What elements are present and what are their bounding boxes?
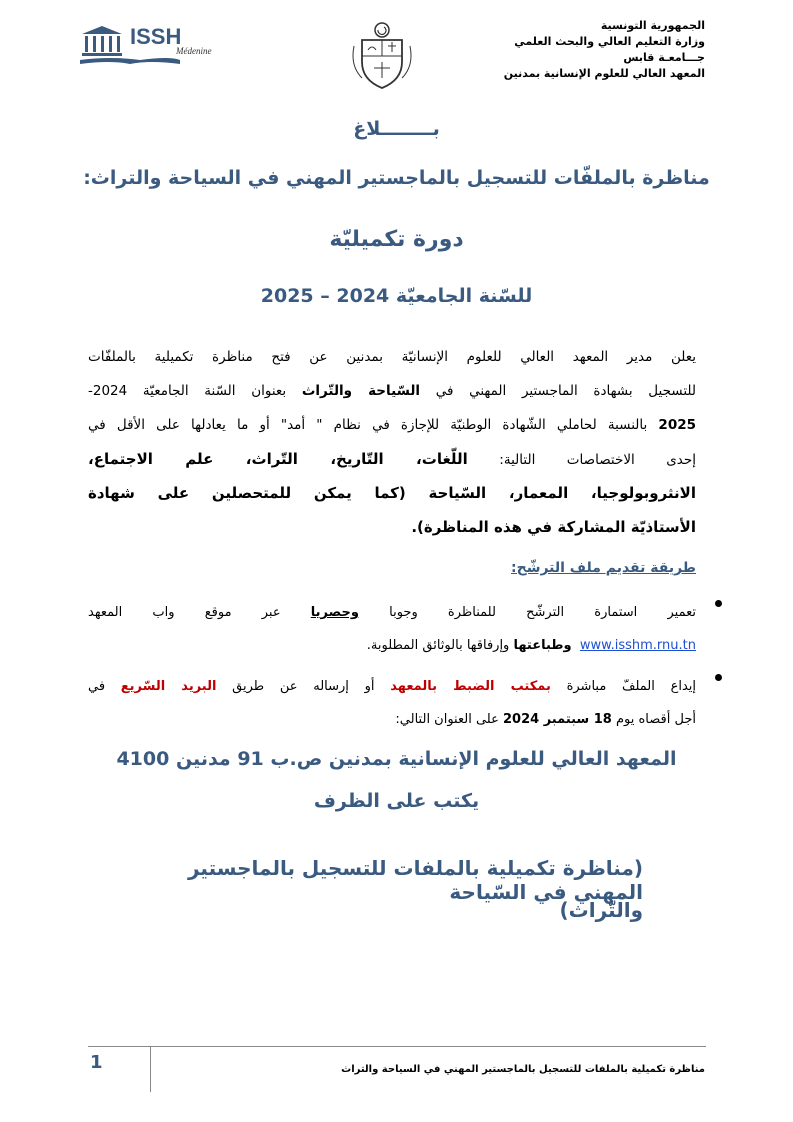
envelope-instruction: يكتب على الظرف <box>313 790 480 812</box>
bullet-item <box>88 596 696 662</box>
bullet-line: أجل أقصاه يوم 18 سبتمبر 2024 على العنوان التالي: <box>395 712 696 727</box>
announcement-paragraph <box>88 340 696 544</box>
header-line: جـــامعـة قابس <box>623 51 705 64</box>
paragraph-line: للتسجيل بشهادة الماجستير المهني في السّياحة والتّراث بعنوان السّنة الجامعيّة 2024- <box>88 383 696 399</box>
bullet-line: إيداع الملفّ مباشرة بمكتب الضبط بالمعهد أو إرساله عن طريق البريد السّريع في <box>88 679 697 694</box>
logo-subtitle: Médenine <box>176 46 212 56</box>
footer-text: مناظرة تكميلية بالملفات للتسجيل بالماجستير المهني في السياحة والتراث <box>341 1064 705 1075</box>
academic-year: للسّنة الجامعيّة 2024 – 2025 <box>260 285 533 307</box>
paragraph-line: الانثروبولوجيا، المعمار، السّياحة (كما يمكن للمتحصلين على شهادة <box>88 484 696 502</box>
paragraph-line: الأستاذيّة المشاركة في هذه المناظرة). <box>411 518 696 536</box>
bullet-line: تعمير استمارة الترشّح للمناظرة وجوبا وحصريا عبر موقع واب المعهد <box>88 605 696 620</box>
paragraph-line: 2025 بالنسبة لحاملي الشّهادة الوطنيّة للإجازة في نظام " أمد" أو ما يعادلها على الأقل في <box>88 417 696 433</box>
bullet-icon <box>715 600 722 607</box>
paragraph-line: يعلن مدير المعهد العالي للعلوم الإنسانيّة بمدنين عن فتح مناظرة تكميلية بالملفّات <box>88 349 696 365</box>
competition-title: مناظرة بالملفّات للتسجيل بالماجستير المهني في السياحة والتراث: <box>83 167 710 189</box>
envelope-text: والتّراث) <box>559 898 643 922</box>
coat-of-arms-icon <box>344 20 420 90</box>
header-line: المعهد العالي للعلوم الإنسانية بمدنين <box>503 67 705 80</box>
notice-title: بــــــــلاغ <box>353 118 440 140</box>
footer-divider <box>150 1046 151 1092</box>
session-title: دورة تكميليّة <box>329 227 464 252</box>
logo-text: ISSH <box>130 24 182 49</box>
header-line: وزارة التعليم العالي والبحث العلمي <box>514 35 705 48</box>
postal-address: المعهد العالي للعلوم الإنسانية بمدنين ص.ب 91 مدنين 4100 <box>116 748 677 770</box>
paragraph-line: إحدى الاختصاصات التالية: اللّغات، التّاريخ، التّراث، علم الاجتماع، <box>88 450 696 468</box>
website-link[interactable]: www.isshm.rnu.tn <box>579 638 696 653</box>
issh-logo <box>80 22 220 70</box>
bullet-item <box>88 670 696 736</box>
envelope-text: (مناظرة تكميلية بالملفات للتسجيل بالماجستير المهني في السّياحة <box>187 856 643 904</box>
page-number: 1 <box>90 1052 103 1073</box>
header-line: الجمهورية التونسية <box>600 19 705 32</box>
ministry-header <box>465 18 705 82</box>
bullet-icon <box>715 674 722 681</box>
bullet-line: www.isshm.rnu.tn وطباعتها وإرفاقها بالوثائق المطلوبة. <box>366 638 696 653</box>
footer-divider <box>88 1046 706 1047</box>
application-method-heading: طريقة تقديم ملف الترشّح: <box>511 560 696 576</box>
